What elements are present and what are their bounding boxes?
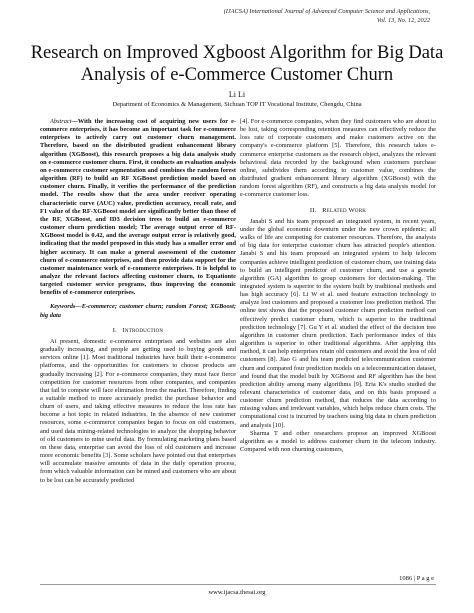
section-number: I. xyxy=(112,326,117,334)
footer-divider xyxy=(40,584,436,585)
journal-name: (IJACSA) International Journal of Advanced Computer Science and Applications, xyxy=(223,8,430,15)
section-number: II. xyxy=(309,206,317,214)
page-number: 1086 | P a g e xyxy=(399,575,434,582)
author-affiliation: Department of Economics & Management, Sichuan TOP IT Vocational Institute, Chengdu, China xyxy=(112,101,362,108)
related-work-paragraph: Sharma T and other researchers propose an improved XGBoost algorithm as a model to address customer churn in the telecom industry. Compared with non churning customers, xyxy=(240,429,436,454)
section-heading-introduction xyxy=(40,327,236,335)
intro-paragraph-continued: [4]. For e-commerce companies, when they find customers who are about to be lost, taking corresponding retention measures can effectively reduce the loss rate of corporate customers and make customers active on the company's e-commerce platform [5]. Therefore, this research takes e-commerce enterprise customers as the research object, analyzes the relevant behavioral data recorded by the background when customers purchase online, subdivides them according to customer value, combines the distributed gradient enhancement library algorithm (XGBoost) with the random forest algorithm (RF), and constructs a big data analysis model for e-commerce customer loss. xyxy=(240,118,436,199)
abstract xyxy=(40,118,236,297)
section-title: Related Work xyxy=(322,206,367,214)
journal-header xyxy=(180,8,430,25)
related-work-paragraph: Janabi S and his team proposed an integrated system, in recent years, under the global economic downturn under the new crown epidemic; all walks of life are competing for customer resources. Therefore, the analysis of big data for enterprise customer churn has attracted people's attention. Janabi S and his team proposed an integrated system to help telecom companies achieve intelligent prediction of customer churn, use training data to build an intelligent predictor of customer churn, and use a genetic algorithm (GA) algorithm to group customers for decision-making. The integrated system is superior to the system built by traditional methods and has high accuracy [6]. Li W et al. used feature extraction technology to analyze lost customers and proposed a customer loss prediction method. The online test shows that the proposed customer churn prediction method can effectively predict customer churn, which is superior to the traditional prediction technology [7]. Gu Y et al. studied the effect of the decision tree algorithm in customer churn prediction. Each performance index of this algorithm is superior to other traditional algorithms. After applying this method, it can help enterprises retain old customers and avoid the loss of old customers [8]. Jiao G and his team predicted telecommunication customer churn and compared four prediction models on a telecommunication dataset, and found that the model built by XGBoost and RF algorithm has the best prediction ability among many algorithms [9]. Eria K's studio studied the relevant characteristics of customer data, and on this basis proposed a customer churn prediction method, that reduces the data according to missing values and irrelevant variables, which helps reduce churn costs. The computational cost is incurred by teachers using big data in churn prediction and analysis [10]. xyxy=(240,217,436,429)
section-title: Introduction xyxy=(122,326,164,334)
journal-website: www.ijacsa.thesai.org xyxy=(208,589,266,596)
right-column xyxy=(240,118,436,454)
author-name: Li Li xyxy=(228,90,246,99)
left-column xyxy=(40,118,236,485)
keywords xyxy=(40,303,236,319)
section-heading-related-work xyxy=(240,207,436,215)
journal-volume: Vol. 13, No. 12, 2022 xyxy=(376,16,430,24)
abstract-text: —With the increasing cost of acquiring new users for e-commerce enterprises, it has become an important task for e-commerce enterprises to actively carry out customer churn management. Therefore, based on the distributed gradient enhancement library algorithm (XGBoost), this research proposes a big data analysis study on e-commerce customer churn. First, it conducts an evaluation analysis on e-commerce customer segmentation and combines the random forest algorithm (RF) to build an RF XGBoost prediction model based on customer churn. Finally, it verifies the performance of the prediction model. The results show that the area under receiver operating characteristic curve (AUC) value, prediction accuracy, recall rate, and F1 value of the RF-XGBoost model are significantly better than those of the RF, XGBoost, and ID3 decision trees to build an e-commerce customer churn prediction model; The average output error of RF-XGBoost model is 0.42, and the average output error is relatively good, indicating that the model proposed in this study has a smaller error and higher accuracy. It can make a general assessment of the customer churn of e-commerce enterprises, and then provide data support for the customer maintenance work of e-commerce enterprises. It is helpful to analyze the relevant factors affecting customer churn, to Equationte targeted customer service programs, thus improving the economic benefits of e-commerce enterprises. xyxy=(40,118,236,297)
keywords-text: —E-commerce; customer churn; random Forest; XGBoost; big data xyxy=(40,303,236,319)
paper-title: Research on Improved Xgboost Algorithm for Big Data Analysis of e-Commerce Customer Churn xyxy=(30,43,444,85)
keywords-label: Keywords xyxy=(50,303,76,311)
intro-paragraph: At present, domestic e-commerce enterprises and websites are also gradually increasing, and people are getting used to buying goods and services online [1]. Most traditional industries have built their e-commerce platforms, and the opportunities for customers to choose products are gradually increasing [2]. For e-commerce companies, they must face fierce competition for customer resources from other companies, and companies that fail to compete will face elimination from the market. Therefore, finding a suitable method to more accurately predict the purchase behavior and churn of users, and taking effective measures to reduce the loss rate has become a hot topic in related industries. In the absence of new customer resources, some e-commerce companies began to focus on old customers, and used data mining-related technologies to analyze the shopping behavior of old customers to mine useful data. By formulating marketing plans based on these data, enterprise can avoid the loss of old customers and increase more economic benefits [3]. Some scholars have pointed out that enterprises will accumulate massive amounts of data in the daily operation process, from which valuable information can be mined and customers who are about to be lost can be accurately predicted xyxy=(40,337,236,484)
abstract-label: Abstract xyxy=(50,118,72,125)
